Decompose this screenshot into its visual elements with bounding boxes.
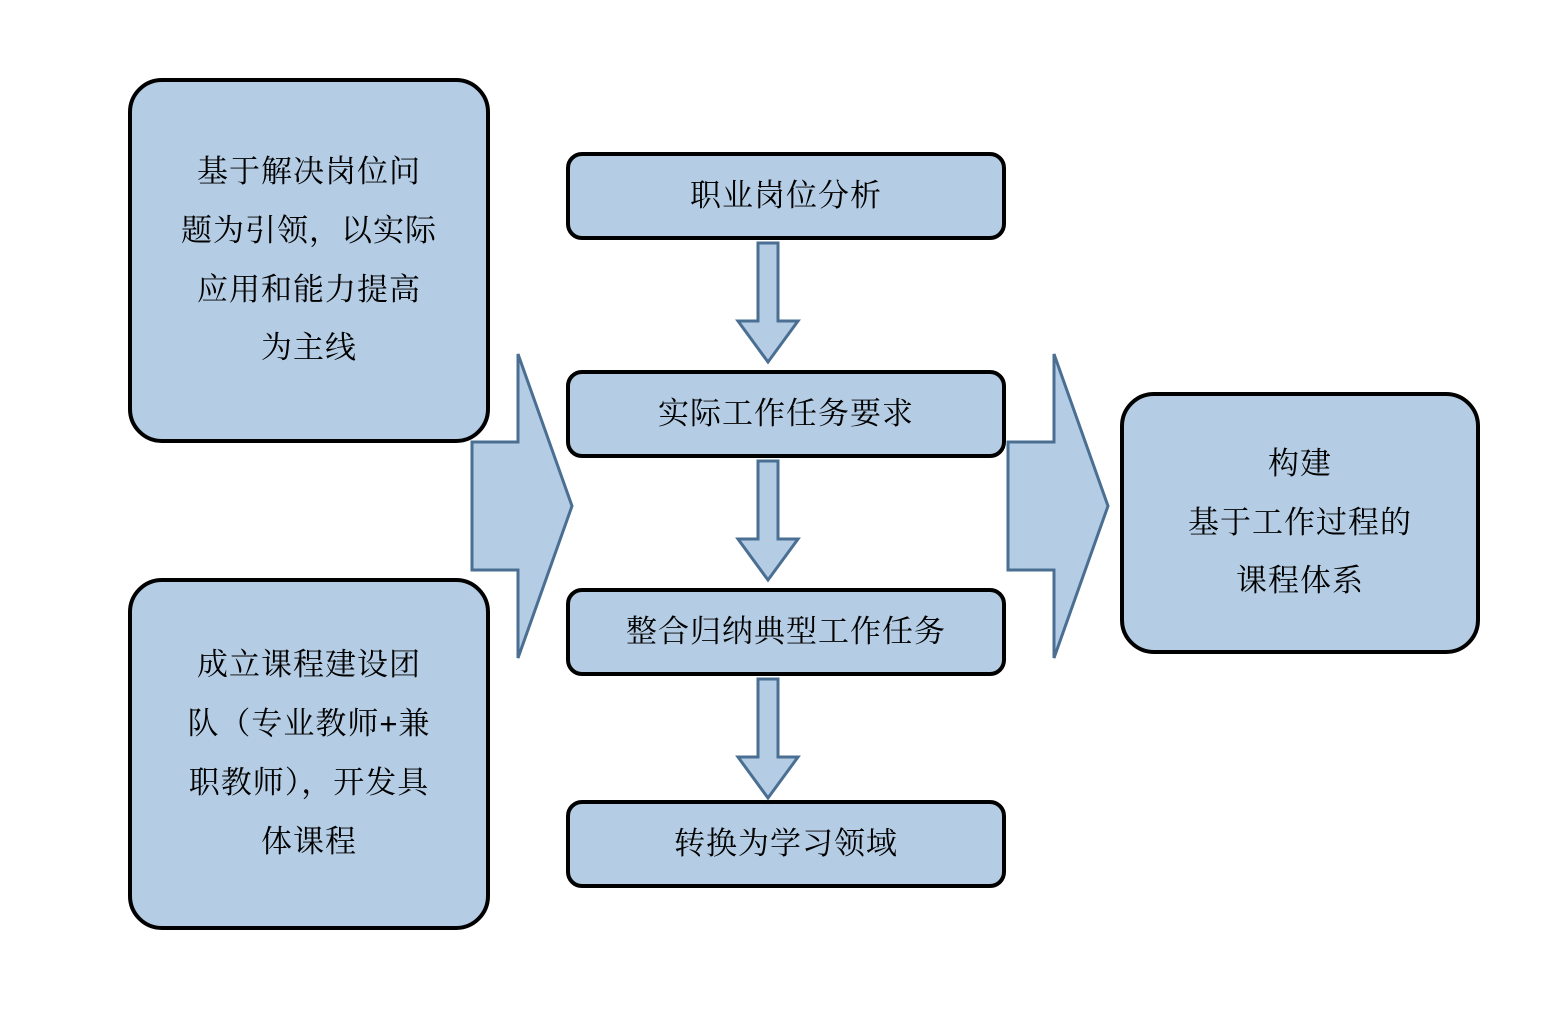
node-right-line-3: 课程体系 <box>1236 563 1364 599</box>
node-left-bottom <box>128 578 490 930</box>
node-right-line-2: 基于工作过程的 <box>1188 504 1412 540</box>
node-c1-label: 职业岗位分析 <box>690 177 882 213</box>
node-actual-work-task-requirements <box>566 370 1006 458</box>
node-left-top-line-4: 为主线 <box>261 330 357 366</box>
node-job-position-analysis <box>566 152 1006 240</box>
node-left-top-line-3: 应用和能力提高 <box>197 271 421 307</box>
node-typical-work-tasks <box>566 588 1006 676</box>
node-left-top <box>128 78 490 443</box>
arrow-down-icon-2 <box>735 461 801 583</box>
node-right-line-1: 构建 <box>1268 445 1332 481</box>
arrow-down-icon-1 <box>735 243 801 365</box>
arrow-down-icon-3 <box>735 679 801 801</box>
node-left-top-line-2: 题为引领，以实际 <box>181 212 437 248</box>
node-left-bottom-line-3: 职教师），开发具 <box>188 765 430 800</box>
node-left-bottom-line-2: 队（专业教师+兼 <box>187 706 431 742</box>
node-left-bottom-line-4: 体课程 <box>261 823 357 859</box>
node-course-system-result <box>1120 392 1480 654</box>
arrow-right-icon-left-to-center <box>470 352 574 660</box>
node-c2-label: 实际工作任务要求 <box>658 395 914 431</box>
node-left-top-line-1: 基于解决岗位问 <box>197 153 421 189</box>
node-c4-label: 转换为学习领域 <box>674 825 898 861</box>
node-convert-to-learning-field <box>566 800 1006 888</box>
node-c3-label: 整合归纳典型工作任务 <box>626 613 946 649</box>
node-left-bottom-line-1: 成立课程建设团 <box>197 647 421 683</box>
arrow-right-icon-center-to-result <box>1006 352 1110 660</box>
